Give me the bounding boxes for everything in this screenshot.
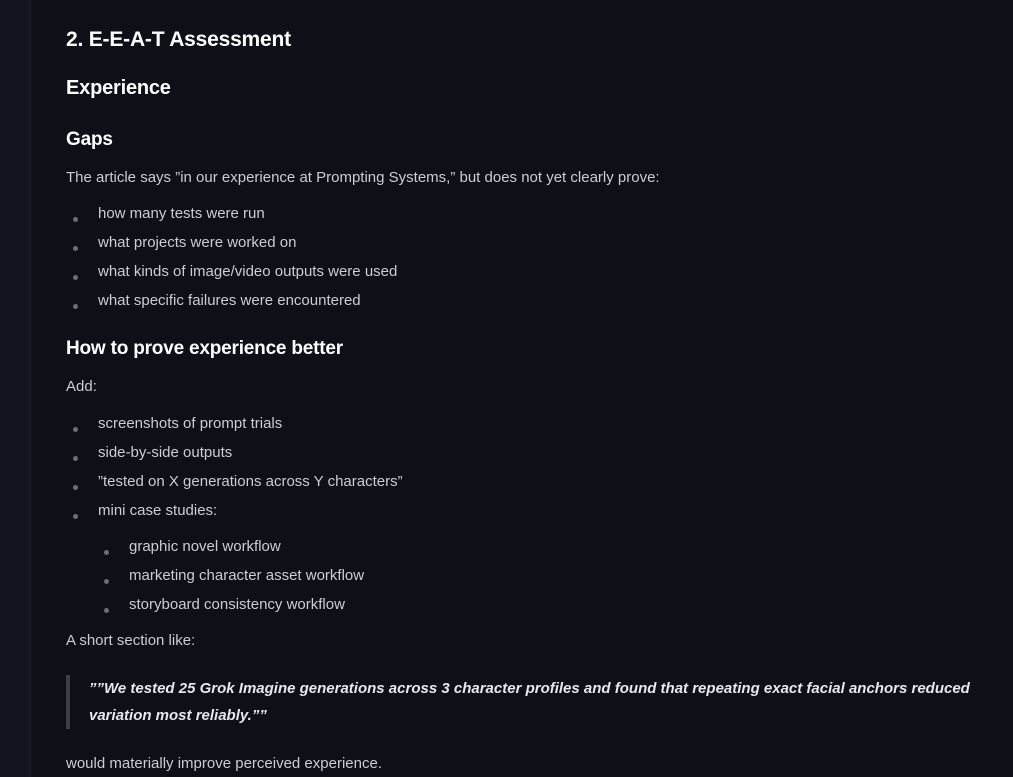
list-item: side-by-side outputs [66,443,403,472]
case-studies-list [66,537,364,624]
closing-text: would materially improve perceived experience. [66,755,382,772]
prove-list [66,414,403,530]
list-item: what kinds of image/video outputs were used [66,262,397,291]
list-item: how many tests were run [66,204,397,233]
list-item: what specific failures were encountered [66,291,397,320]
short-section-intro: A short section like: [66,632,196,649]
quote-text: ””We tested 25 Grok Imagine generations across 3 character profiles and found that repeating exact facial anchors reduced variation most reliably.”” [89,680,970,724]
list-item: mini case studies: [66,501,403,530]
example-quote [66,675,976,729]
gaps-intro: The article says ”in our experience at Prompting Systems,” but does not yet clearly prove: [66,169,660,186]
list-item: what projects were worked on [66,233,397,262]
add-label: Add: [66,378,97,395]
left-gutter [0,0,31,777]
experience-heading: Experience [66,77,171,99]
gaps-heading: Gaps [66,129,113,150]
prove-experience-heading: How to prove experience better [66,338,343,359]
list-item: storyboard consistency workflow [66,595,364,624]
list-item: screenshots of prompt trials [66,414,403,443]
list-item: marketing character asset workflow [66,566,364,595]
section-heading: 2. E-E-A-T Assessment [66,28,291,51]
gaps-list [66,204,397,320]
list-item: graphic novel workflow [66,537,364,566]
list-item: ”tested on X generations across Y characters” [66,472,403,501]
